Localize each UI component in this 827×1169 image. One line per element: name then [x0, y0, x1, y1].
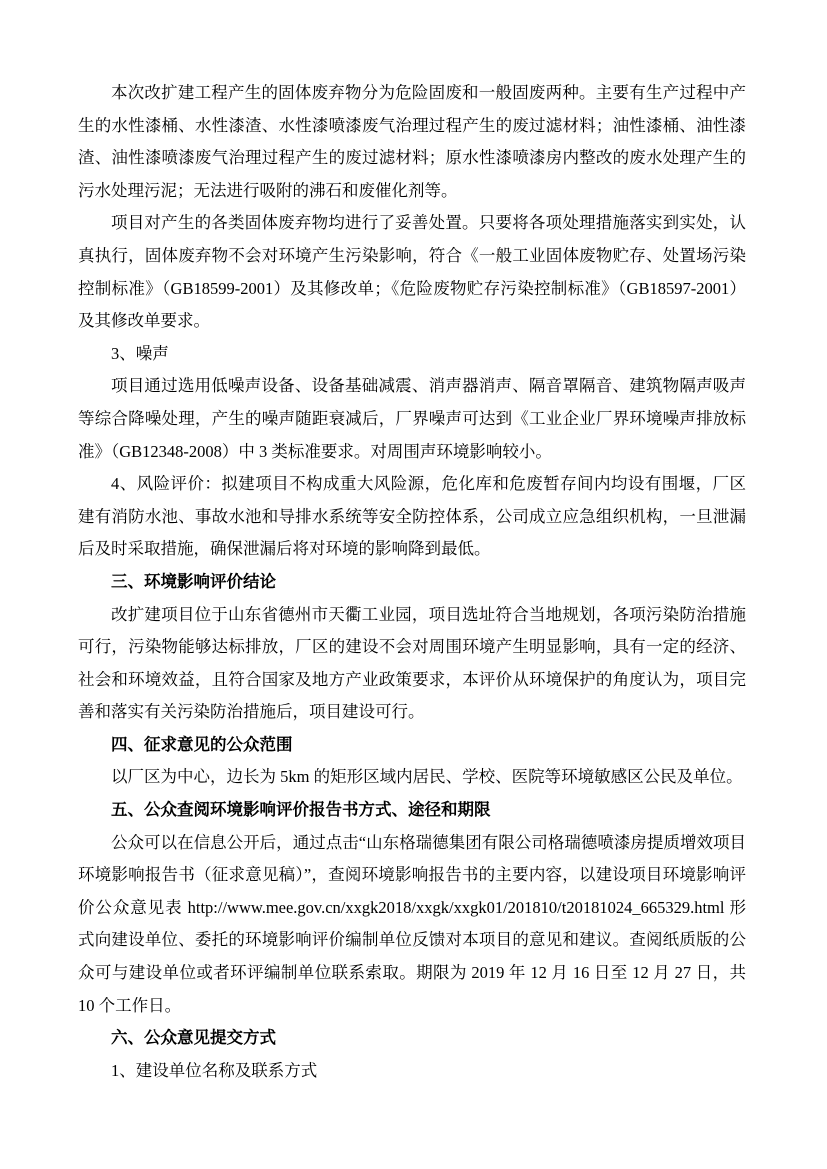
list-item-noise: 3、噪声: [111, 343, 169, 363]
paragraph-report-access: 公众可以在信息公开后，通过点击“山东格瑞德集团有限公司格瑞德喷漆房提质增效项目环境影响报告书（征求意见稿）”，查阅环境影响报告书的主要内容，以建设项目环境影响评价公众意见表 http://www.mee.gov.cn/xxgk2018/xxgk/xxgk01/201810/t20181024_665329.html 形式向建设单位、委托的环境影响评价编制单位反馈对本项目的意见和建议。查阅纸质版的公众可与建设单位或者环评编制单位联系索取。期限为 2019 年 12 月 16 日至 12 月 27 日，共 10 个工作日。: [78, 832, 746, 1015]
paragraph-risk-assessment: 4、风险评价：拟建项目不构成重大风险源，危化库和危废暂存间内均设有围堰，厂区建有消防水池、事故水池和导排水系统等安全防控体系，公司成立应急组织机构，一旦泄漏后及时采取措施，确保泄漏后将对环境的影响降到最低。: [78, 474, 746, 559]
paragraph-public-scope: 以厂区为中心，边长为 5km 的矩形区域内居民、学校、医院等环境敏感区公民及单位。: [111, 767, 743, 787]
heading-eia-conclusion: 三、环境影响评价结论: [111, 571, 276, 591]
paragraph-noise-measures: 项目通过选用低噪声设备、设备基础减震、消声器消声、隔音罩隔音、建筑物隔声吸声等综合降噪处理，产生的噪声随距衰减后，厂界噪声可达到《工业企业厂界环境噪声排放标准》（GB12348-2008）中 3 类标准要求。对周围声环境影响较小。: [78, 376, 746, 461]
heading-public-scope: 四、征求意见的公众范围: [111, 734, 293, 754]
list-item-construction-unit-contact: 1、建设单位名称及联系方式: [111, 1060, 318, 1080]
paragraph-solid-waste-disposal: 项目对产生的各类固体废弃物均进行了妥善处置。只要将各项处理措施落实到实处，认真执行，固体废弃物不会对环境产生污染影响，符合《一般工业固体废物贮存、处置场污染控制标准》（GB18599-2001）及其修改单；《危险废物贮存污染控制标准》（GB18597-2001）及其修改单要求。: [78, 213, 746, 331]
paragraph-eia-conclusion: 改扩建项目位于山东省德州市天衢工业园，项目选址符合当地规划，各项污染防治措施可行，污染物能够达标排放，厂区的建设不会对周围环境产生明显影响，具有一定的经济、社会和环境效益，且符合国家及地方产业政策要求，本评价从环境保护的角度认为，项目完善和落实有关污染防治措施后，项目建设可行。: [78, 604, 746, 722]
heading-report-access: 五、公众查阅环境影响评价报告书方式、途径和期限: [111, 800, 491, 820]
document-text-block: [78, 77, 746, 1087]
paragraph-solid-waste-types: 本次改扩建工程产生的固体废弃物分为危险固废和一般固废两种。主要有生产过程中产生的水性漆桶、水性漆渣、水性漆喷漆废气治理过程产生的废过滤材料；油性漆桶、油性漆渣、油性漆喷漆废气治理过程产生的废过滤材料；原水性漆喷漆房内整改的废水处理产生的污水处理污泥；无法进行吸附的沸石和废催化剂等。: [78, 83, 746, 200]
heading-opinion-submission: 六、公众意见提交方式: [111, 1028, 276, 1048]
